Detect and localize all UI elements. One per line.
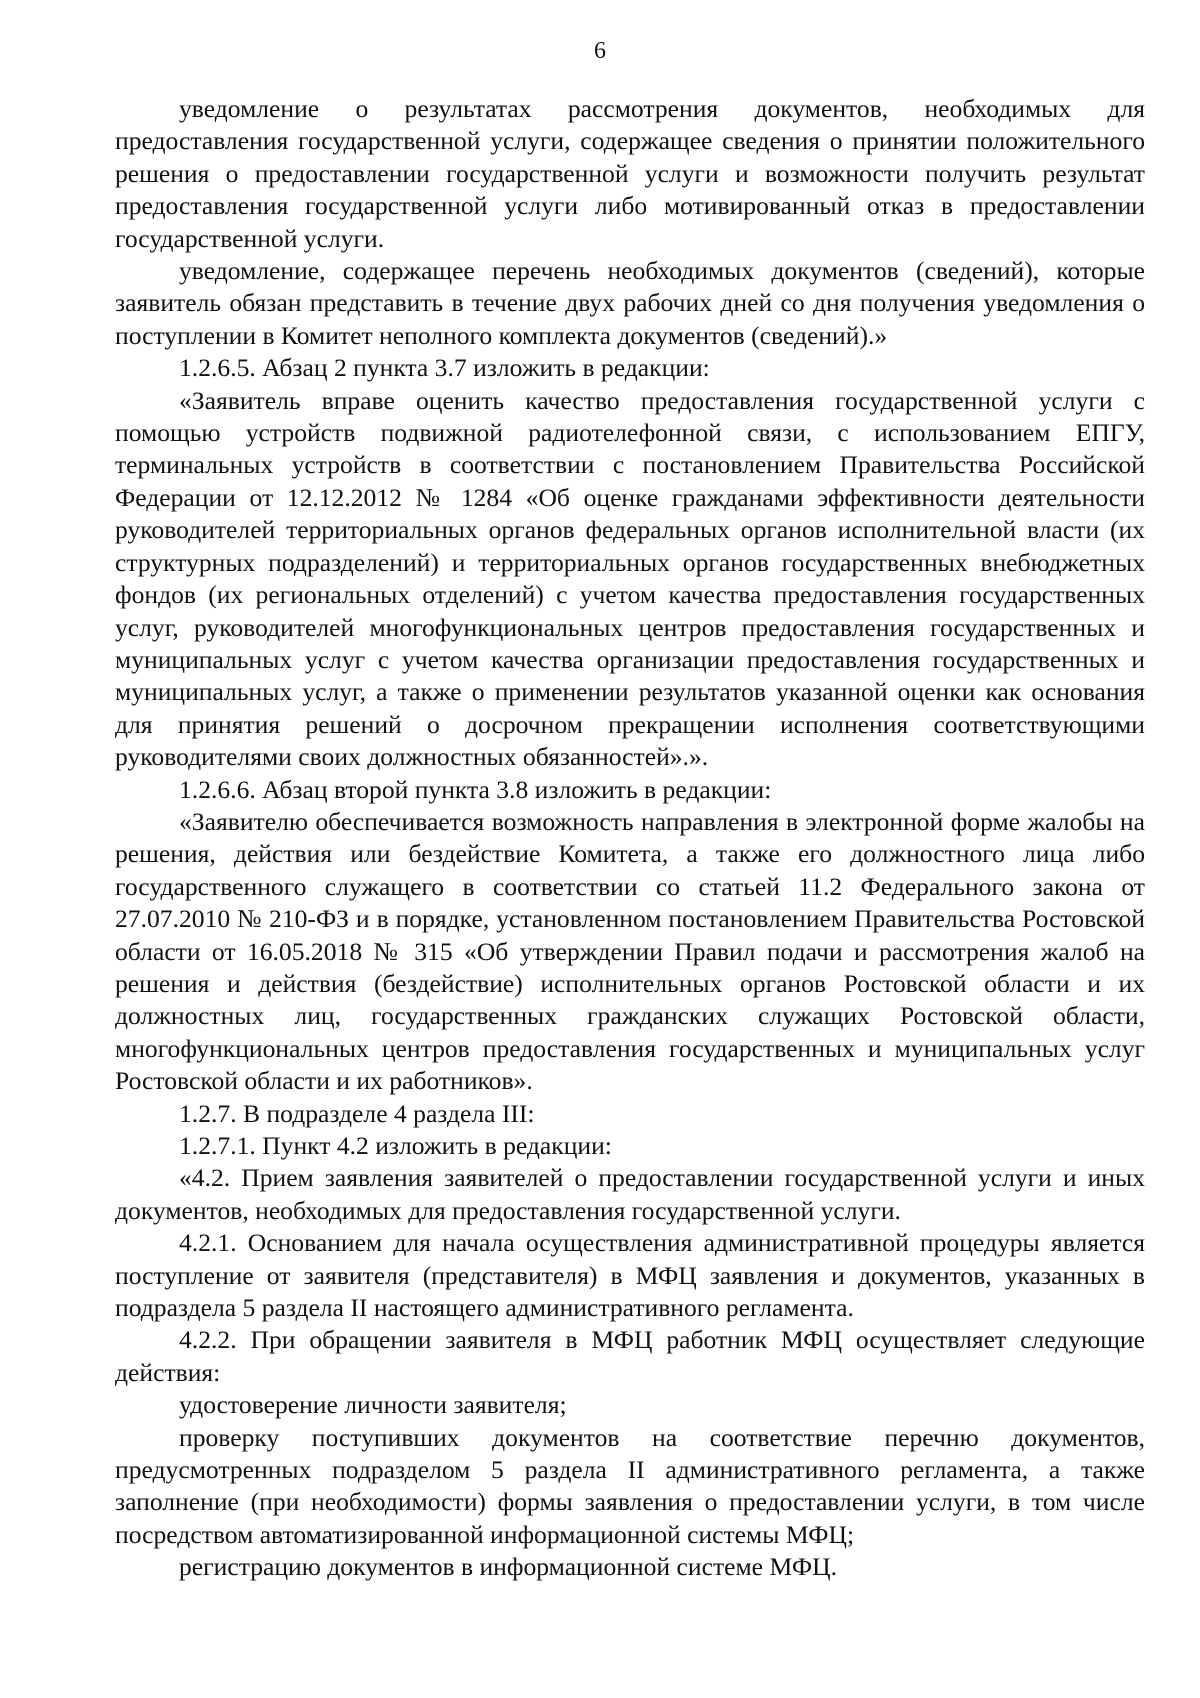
paragraph: «Заявителю обеспечивается возможность направления в электронной форме жалобы на решения, действия или бездействие Комитета, а также его должностного лица либо государственного служащего в соответствии со статьей 11.2 Федерального закона от 27.07.2010 № 210-ФЗ и в порядке, установленном постановлением Правительства Ростовской области от 16.05.2018 № 315 «Об утверждении Правил подачи и рассмотрения жалоб на решения и действия (бездействие) исполнительных органов Ростовской области и их должностных лиц, государственных гражданских служащих Ростовской области, многофункциональных центров предоставления государственных и муниципальных услуг Ростовской области и их работников». — [115, 806, 1145, 1096]
paragraph: 1.2.7.1. Пункт 4.2 изложить в редакции: — [179, 1131, 612, 1160]
paragraph: «Заявитель вправе оценить качество предоставления государственной услуги с помощью устройств подвижной радиотелефонной связи, с использованием ЕПГУ, терминальных устройств в соответствии с постановлением Правительства Российской Федерации от 12.12.2012 № 1284 «Об оценке гражданами эффективности деятельности руководителей территориальных органов федеральных органов исполнительной власти (их структурных подразделений) и территориальных органов государственных внебюджетных фондов (их региональных отделений) с учетом качества предоставления государственных услуг, руководителей многофункциональных центров предоставления государственных и муниципальных услуг с учетом качества организации предоставления государственных и муниципальных услуг, а также о применении результатов указанной оценки как основания для принятия решений о досрочном прекращении исполнения соответствующими руководителями своих должностных обязанностей».». — [115, 385, 1145, 772]
paragraph: 4.2.2. При обращении заявителя в МФЦ работник МФЦ осуществляет следующие действия: — [115, 1325, 1145, 1387]
paragraph: 1.2.7. В подразделе 4 раздела III: — [179, 1098, 535, 1128]
document-body — [115, 93, 1145, 1584]
paragraph: уведомление, содержащее перечень необходимых документов (сведений), которые заявитель обязан представить в течение двух рабочих дней со дня получения уведомления о поступлении в Комитет неполного комплекта документов (сведений).» — [115, 256, 1145, 350]
paragraph: 1.2.6.5. Абзац 2 пункта 3.7 изложить в редакции: — [179, 353, 710, 383]
paragraph: регистрацию документов в информационной системе МФЦ. — [179, 1552, 837, 1582]
paragraph: «4.2. Прием заявления заявителей о предоставлении государственной услуги и иных документов, необходимых для предоставления государственной услуги. — [115, 1163, 1145, 1225]
paragraph: уведомление о результатах рассмотрения документов, необходимых для предоставления государственной услуги, содержащее сведения о принятии положительного решения о предоставлении государственной услуги и возможности получить результат предоставления государственной услуги либо мотивированный отказ в предоставлении государственной услуги. — [115, 94, 1145, 253]
page-number: 6 — [594, 38, 606, 64]
paragraph: 4.2.1. Основанием для начала осуществления административной процедуры является поступление от заявителя (представителя) в МФЦ заявления и документов, указанных в подраздела 5 раздела II настоящего административного регламента. — [115, 1228, 1145, 1323]
paragraph: удостоверение личности заявителя; — [179, 1390, 567, 1420]
paragraph: 1.2.6.6. Абзац второй пункта 3.8 изложить в редакции: — [179, 774, 772, 804]
paragraph: проверку поступивших документов на соответствие перечню документов, предусмотренных подразделом 5 раздела II административного регламента, а также заполнение (при необходимости) формы заявления о предоставлении услуги, в том числе посредством автоматизированной информационной системы МФЦ; — [115, 1422, 1145, 1549]
